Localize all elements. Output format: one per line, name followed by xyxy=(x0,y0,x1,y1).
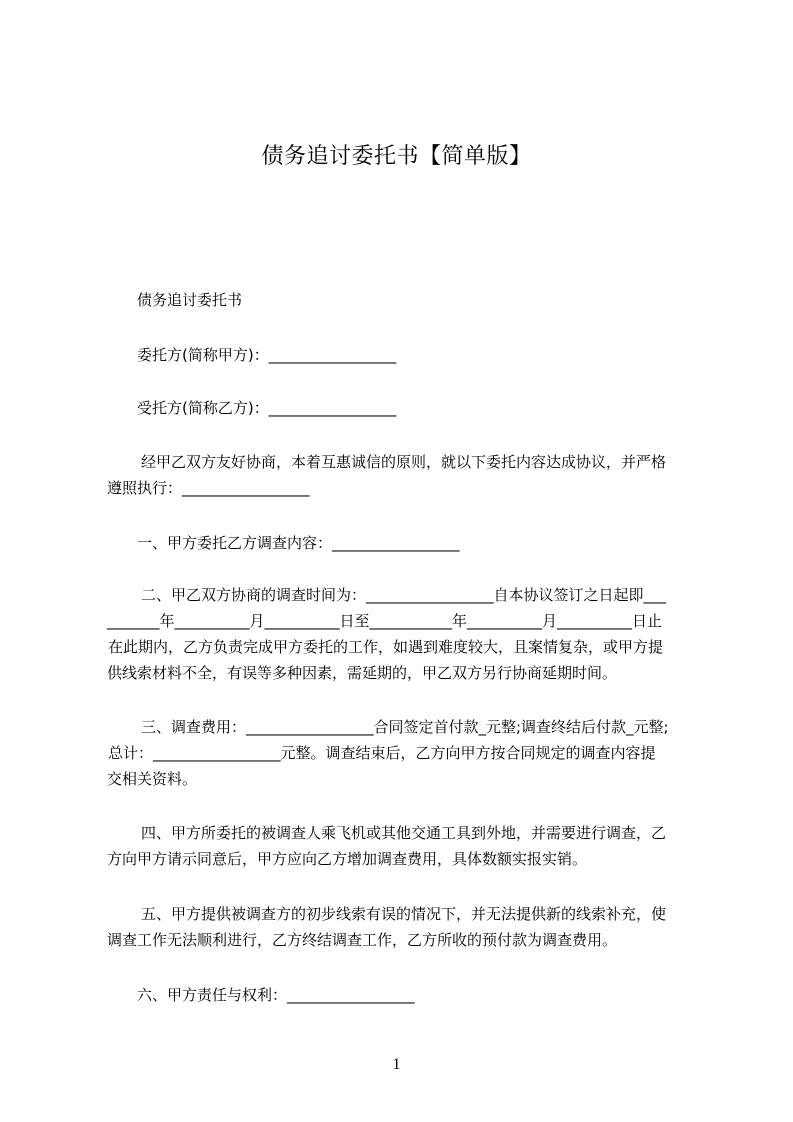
intro-line-1: 经甲乙双方友好协商，本着互惠诚信的原则，就以下委托内容达成协议，并严格 xyxy=(141,453,667,471)
section-2-line-3: 在此期内，乙方负责完成甲方委托的工作，如遇到难度较大，且案情复杂，或甲方提 xyxy=(108,638,664,656)
section-2-line-2: _______年__________月__________日至___________年__________月__________日止 xyxy=(107,612,663,630)
heading-line: 债务追讨委托书 xyxy=(137,291,243,309)
section-6-line: 六、甲方责任与权利：_________________ xyxy=(137,986,415,1004)
section-4-line-2: 方向甲方请示同意后，甲方应向乙方增加调查费用，具体数额实报实销。 xyxy=(107,850,588,868)
section-3-line-2: 总计：_________________元整。调查结束后，乙方向甲方按合同规定的调查内容提 xyxy=(108,744,656,762)
document-title: 债务追讨委托书【简单版】 xyxy=(261,144,532,169)
party-b-line: 受托方(简称乙方)：_________________ xyxy=(137,399,397,417)
page-number: 1 xyxy=(392,1056,401,1073)
section-2-line-4: 供线索材料不全，有误等多种因素，需延期的，甲乙双方另行协商延期时间。 xyxy=(107,664,618,682)
party-a-line: 委托方(简称甲方)：_________________ xyxy=(137,346,397,364)
section-3-line-3: 交相关资料。 xyxy=(107,770,198,788)
section-3-line-1: 三、调查费用：_________________合同签定首付款_元整;调查终结后付款_元整; xyxy=(141,718,669,736)
intro-line-2: 遵照执行：_________________ xyxy=(107,479,310,497)
section-1-line: 一、甲方委托乙方调查内容：_________________ xyxy=(137,534,460,552)
section-2-line-1: 二、甲乙双方协商的调查时间为：_________________自本协议签订之日起即___ xyxy=(141,586,667,604)
section-4-line-1: 四、甲方所委托的被调查人乘飞机或其他交通工具到外地，并需要进行调查，乙 xyxy=(141,824,667,842)
section-5-line-1: 五、甲方提供被调查方的初步线索有误的情况下，并无法提供新的线索补充，使 xyxy=(141,905,667,923)
section-5-line-2: 调查工作无法顺利进行，乙方终结调查工作，乙方所收的预付款为调查费用。 xyxy=(107,931,618,949)
